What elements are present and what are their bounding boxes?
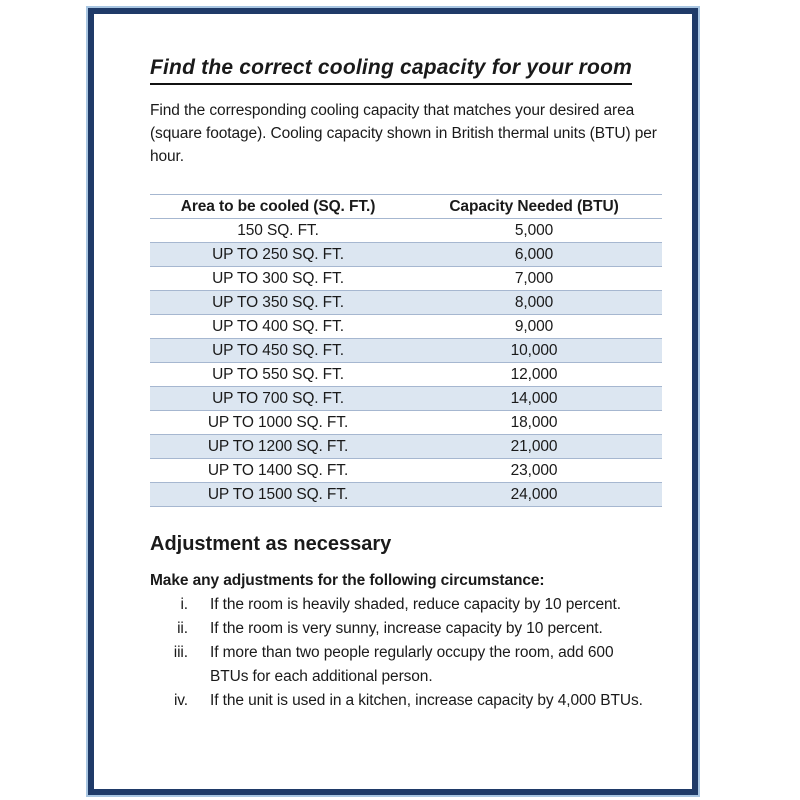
page-title: Find the correct cooling capacity for your room bbox=[150, 56, 632, 85]
adjustment-list bbox=[150, 593, 662, 713]
area-cell: UP TO 450 SQ. FT. bbox=[212, 342, 344, 359]
area-cell: UP TO 700 SQ. FT. bbox=[212, 390, 344, 407]
adjustment-item bbox=[150, 593, 662, 617]
area-cell: UP TO 1500 SQ. FT. bbox=[207, 486, 349, 503]
table-row bbox=[150, 483, 662, 507]
list-item-marker: iii. bbox=[173, 644, 188, 661]
list-item-marker: i. bbox=[180, 596, 188, 613]
column-header-area: Area to be cooled (SQ. FT.) bbox=[180, 198, 376, 215]
area-cell: UP TO 1400 SQ. FT. bbox=[207, 462, 349, 479]
table-body bbox=[150, 219, 662, 507]
column-header-capacity: Capacity Needed (BTU) bbox=[449, 198, 619, 215]
capacity-cell: 10,000 bbox=[510, 342, 558, 359]
table-row bbox=[150, 315, 662, 339]
table-row bbox=[150, 243, 662, 267]
table-row bbox=[150, 267, 662, 291]
capacity-cell: 5,000 bbox=[514, 222, 554, 239]
area-cell: UP TO 400 SQ. FT. bbox=[212, 318, 344, 335]
list-item-text: If the unit is used in a kitchen, increase capacity by 4,000 BTUs. bbox=[210, 692, 643, 709]
list-item-marker: ii. bbox=[177, 620, 188, 637]
table-row bbox=[150, 363, 662, 387]
list-item-text: If the room is heavily shaded, reduce capacity by 10 percent. bbox=[210, 596, 621, 613]
table-row bbox=[150, 291, 662, 315]
area-cell: UP TO 1000 SQ. FT. bbox=[207, 414, 349, 431]
list-item-text: If more than two people regularly occupy the room, add 600 BTUs for each additional person. bbox=[210, 644, 614, 685]
area-cell: UP TO 550 SQ. FT. bbox=[212, 366, 344, 383]
capacity-cell: 21,000 bbox=[510, 438, 558, 455]
adjustment-item bbox=[150, 641, 662, 689]
area-cell: UP TO 300 SQ. FT. bbox=[212, 270, 344, 287]
area-cell: UP TO 250 SQ. FT. bbox=[212, 246, 344, 263]
page-frame bbox=[88, 8, 698, 795]
capacity-cell: 23,000 bbox=[510, 462, 558, 479]
area-cell: UP TO 350 SQ. FT. bbox=[212, 294, 344, 311]
table-row bbox=[150, 435, 662, 459]
capacity-cell: 24,000 bbox=[510, 486, 558, 503]
area-cell: UP TO 1200 SQ. FT. bbox=[207, 438, 349, 455]
page-content bbox=[94, 14, 692, 713]
intro-paragraph: Find the corresponding cooling capacity that matches your desired area (square footage). Cooling capacity shown in British thermal units (BTU) per hour. bbox=[150, 102, 657, 165]
adjustment-item bbox=[150, 617, 662, 641]
table-row bbox=[150, 219, 662, 243]
adjustment-heading: Adjustment as necessary bbox=[150, 533, 392, 555]
adjustment-item bbox=[150, 689, 662, 713]
list-item-marker: iv. bbox=[173, 692, 188, 709]
table-row bbox=[150, 387, 662, 411]
area-cell: 150 SQ. FT. bbox=[237, 222, 319, 239]
table-row bbox=[150, 339, 662, 363]
capacity-cell: 7,000 bbox=[514, 270, 554, 287]
capacity-cell: 14,000 bbox=[510, 390, 558, 407]
adjustment-lead: Make any adjustments for the following circumstance: bbox=[150, 572, 545, 589]
capacity-cell: 12,000 bbox=[510, 366, 558, 383]
capacity-cell: 8,000 bbox=[514, 294, 554, 311]
capacity-cell: 6,000 bbox=[514, 246, 554, 263]
list-item-text: If the room is very sunny, increase capacity by 10 percent. bbox=[210, 620, 603, 637]
table-header-row bbox=[150, 195, 662, 219]
table-row bbox=[150, 459, 662, 483]
table-row bbox=[150, 411, 662, 435]
capacity-cell: 18,000 bbox=[510, 414, 558, 431]
capacity-cell: 9,000 bbox=[514, 318, 554, 335]
cooling-capacity-table bbox=[150, 194, 662, 507]
